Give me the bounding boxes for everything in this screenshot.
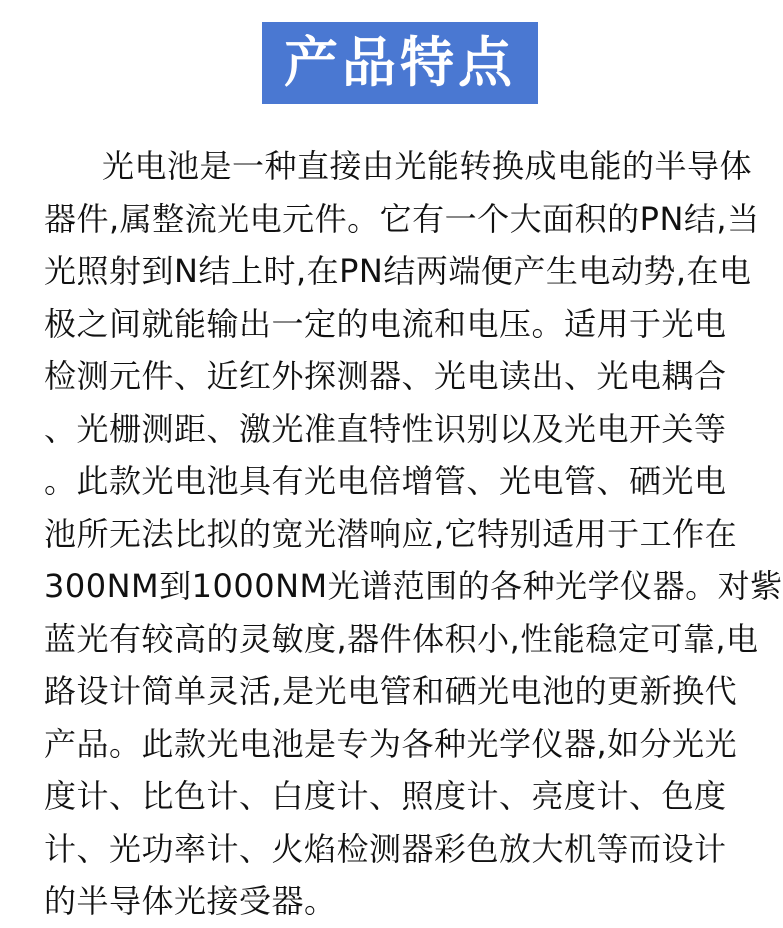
product-description (44, 140, 783, 928)
description-line: 、光栅测距、激光准直特性识别以及光电开关等 (44, 409, 727, 448)
description-line: 器件,属整流光电元件。它有一个大面积的PN结,当 (44, 199, 760, 238)
description-line: 光电池是一种直接由光能转换成电能的半导体 (102, 147, 753, 186)
description-line: 路设计简单灵活,是光电管和硒光电池的更新换代 (44, 672, 738, 711)
description-line: 产品。此款光电池是专为各种光学仪器,如分光光 (44, 724, 738, 763)
description-line: 度计、比色计、白度计、照度计、亮度计、色度 (44, 777, 727, 816)
description-line: 检测元件、近红外探测器、光电读出、光电耦合 (44, 357, 727, 396)
description-line: 池所无法比拟的宽光潜响应,它特别适用于工作在 (44, 514, 738, 553)
description-line: 光照射到N结上时,在PN结两端便产生电动势,在电 (44, 252, 752, 291)
description-line: 的半导体光接受器。 (44, 882, 337, 921)
description-line: 计、光功率计、火焰检测器彩色放大机等而设计 (44, 829, 727, 868)
description-line: 极之间就能输出一定的电流和电压。适用于光电 (44, 304, 727, 343)
description-line: 。此款光电池具有光电倍增管、光电管、硒光电 (44, 462, 727, 501)
description-line: 300NM到1000NM光谱范围的各种光学仪器。对紫 (44, 567, 783, 606)
section-title: 产品特点 (284, 31, 516, 94)
description-line: 蓝光有较高的灵敏度,器件体积小,性能稳定可靠,电 (44, 619, 759, 658)
section-title-banner (262, 22, 538, 104)
